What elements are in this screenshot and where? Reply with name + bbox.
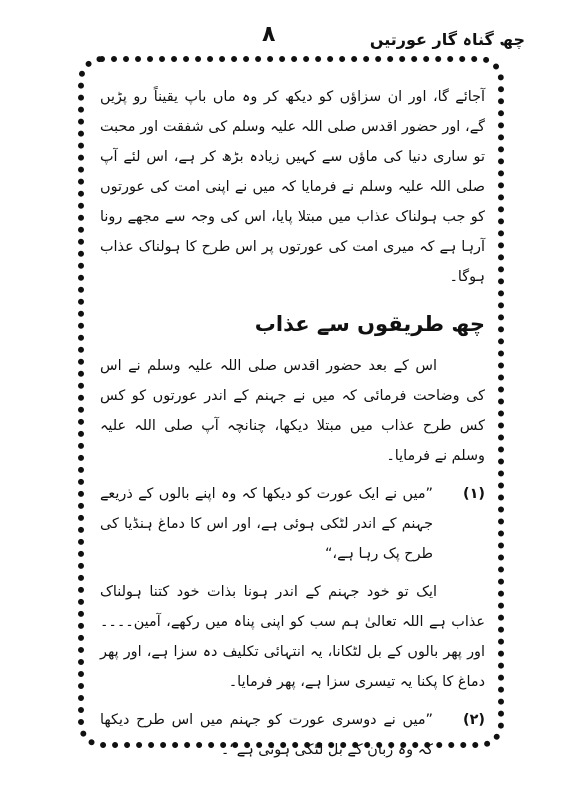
text-line: ہولناک عذاب ہوگا۔	[100, 239, 485, 285]
text-line: لٹکانا، یہ انتہائی تکلیف دہ سزا ہے، اور پھر دماغ کا پکنا یہ تیسری سزا ہے،	[100, 644, 485, 690]
numbered-item-2	[100, 705, 485, 765]
text-line: اس کے بعد حضور اقدس صلی اللہ علیہ وسلم نے اس کی وضاحت	[100, 358, 486, 404]
text-line: پھر فرمایا۔	[228, 674, 296, 690]
item-text	[100, 479, 433, 569]
item-text	[100, 705, 433, 765]
text-line: وجہ سے مجھے رونا آرہا ہے کہ میری امت کی عورتوں پر اس طرح کا	[100, 209, 486, 255]
numbered-item-1	[100, 479, 485, 569]
paragraph-1	[100, 82, 485, 292]
text-line: آجائے گا، اور ان سزاؤں کو دیکھ کر وہ ماں باپ یقیناً رو پڑیں گے، اور حضور	[100, 89, 485, 135]
text-line: جہنم کے اندر لٹکی ہوئی ہے، اور اس کا دماغ ہنڈیا کی طرح پک رہا ہے،“	[100, 516, 433, 562]
text-line: فرمائی کہ میں نے جہنم کے اندر عورتوں کو کس کس طرح عذاب میں	[100, 388, 485, 434]
text-line: اللہ تعالیٰ ہم سب کو اپنی پناہ میں رکھے، آمین۔۔۔۔اور پھر بالوں کے بل	[100, 614, 485, 660]
paragraph-2	[100, 351, 485, 471]
text-line: کہیں زیادہ بڑھ کر ہے، اس لئے آپ صلی اللہ علیہ وسلم نے فرمایا کہ	[100, 149, 485, 195]
item-number: (۲)	[463, 712, 485, 728]
text-line: میں نے اپنی امت کی عورتوں کو جب ہولناک عذاب میں مبتلا پایا، اس کی	[100, 179, 486, 225]
section-heading: چھ طریقوں سے عذاب	[254, 312, 485, 336]
text-line: زبان کے بل لٹکی ہوئی ہے“۔	[220, 742, 394, 758]
book-title: چھ گناہ گار عورتیں	[369, 30, 525, 49]
item-number: (۱)	[463, 486, 485, 502]
paragraph-3	[100, 577, 485, 697]
page-body	[100, 82, 486, 758]
text-line: ”میں نے ایک عورت کو دیکھا کہ وہ اپنے بالوں کے ذریعے	[100, 486, 433, 502]
text-line: ”میں نے دوسری عورت کو جہنم میں اس طرح دیکھا کہ وہ	[100, 712, 433, 758]
text-line: ایک تو خود جہنم کے اندر ہونا بذات خود کتنا ہولناک عذاب ہے	[100, 584, 485, 630]
page-number: ۸	[262, 22, 276, 47]
text-line: مبتلا دیکھا، چنانچہ آپ صلی اللہ علیہ وسلم نے فرمایا۔	[100, 418, 485, 464]
text-line: اقدس صلی اللہ علیہ وسلم کی شفقت اور محبت تو ساری دنیا کی ماؤں سے	[100, 119, 485, 165]
